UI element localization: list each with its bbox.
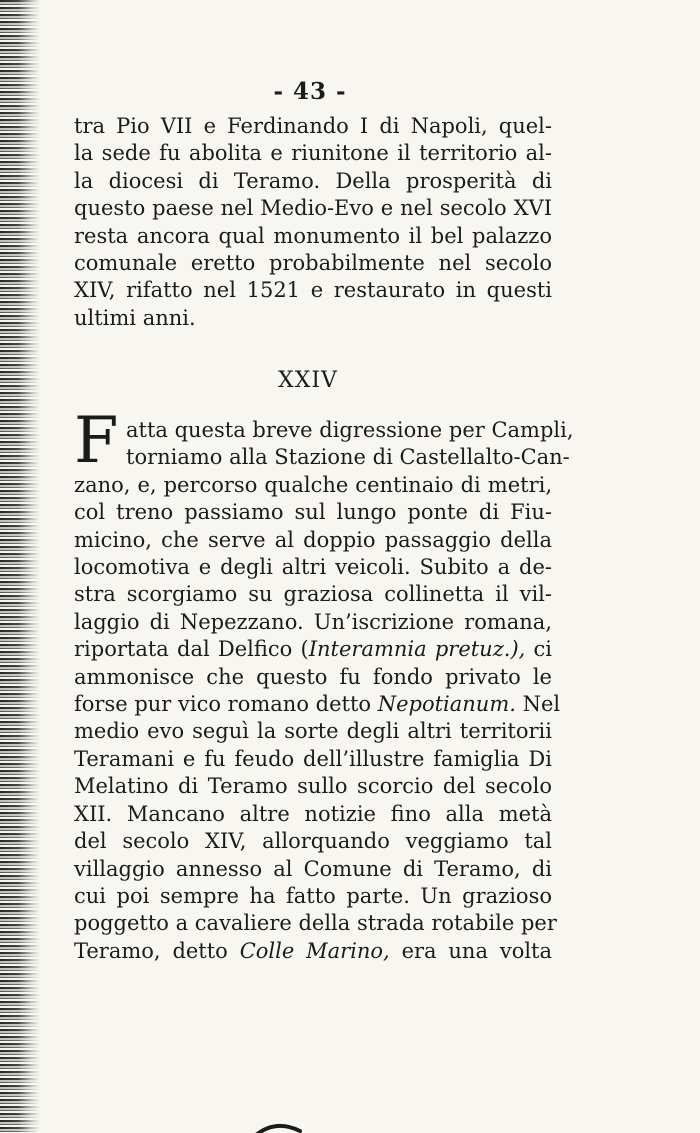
paragraph-section-xxiv	[74, 417, 574, 965]
page-number: - 43 -	[273, 78, 347, 105]
text-segment: forse pur vico romano detto	[74, 692, 378, 717]
text-line: XIV, rifatto nel 1521 e restaurato in questi	[74, 278, 552, 303]
section-heading: XXIV	[278, 368, 338, 393]
text-line: ammonisce che questo fu fondo privato le	[74, 664, 552, 689]
text-segment: Nel	[515, 692, 561, 717]
text-line: la sede fu abolita e riunitone il territorio al-	[74, 141, 552, 166]
text-line: questo paese nel Medio-Evo e nel secolo XVI	[74, 196, 552, 221]
text-line	[74, 938, 552, 965]
text-line: col treno passiamo sul lungo ponte di Fiu-	[74, 500, 552, 525]
text-line: torniamo alla Stazione di Castellalto-Can-	[126, 445, 570, 470]
text-segment: riportata dal Delfico (	[74, 637, 309, 662]
text-line	[74, 691, 561, 718]
text-line: resta ancora qual monumento il bel palazzo	[74, 223, 552, 248]
text-segment: ci	[525, 637, 553, 662]
paragraph-continuation	[74, 113, 552, 332]
text-line: Teramani e fu feudo dell’illustre famiglia Di	[74, 746, 552, 771]
book-binding-edge	[0, 0, 40, 1133]
text-line: micino, che serve al doppio passaggio della	[74, 527, 552, 552]
text-line: stra scorgiamo su graziosa collinetta il vil-	[74, 582, 552, 607]
text-line: zano, e, percorso qualche centinaio di metri,	[74, 472, 552, 497]
text-line: medio evo seguì la sorte degli altri territorii	[74, 719, 552, 744]
italic-place-name: Nepotianum.	[377, 692, 516, 717]
text-line: XII. Mancano altre notizie fino alla metà	[74, 801, 552, 826]
drop-cap: F	[74, 404, 119, 478]
text-line: del secolo XIV, allorquando veggiamo tal	[74, 829, 552, 854]
text-segment: Teramo, detto	[74, 938, 240, 963]
text-line: tra Pio VII e Ferdinando I di Napoli, quel-	[74, 114, 552, 138]
text-line: locomotiva e degli altri veicoli. Subito a de-	[74, 555, 552, 580]
printer-ornament-icon	[254, 1117, 304, 1133]
text-line: laggio di Nepezzano. Un’iscrizione romana,	[74, 609, 552, 634]
text-line: Melatino di Teramo sullo scorcio del secolo	[74, 774, 552, 799]
text-line: ultimi anni.	[74, 305, 196, 330]
italic-citation: Interamnia pretuz.),	[308, 637, 526, 662]
text-line: la diocesi di Teramo. Della prosperità di	[74, 168, 552, 193]
text-line: comunale eretto probabilmente nel secolo	[74, 251, 552, 276]
text-line: atta questa breve digressione per Campli,	[126, 418, 574, 442]
italic-place-name: Colle Marino,	[239, 938, 390, 963]
text-line: cui poi sempre ha fatto parte. Un grazioso	[74, 883, 552, 908]
text-line	[74, 636, 552, 663]
text-segment: era una volta	[389, 938, 553, 963]
text-line: villaggio annesso al Comune di Teramo, di	[74, 856, 552, 881]
text-line: poggetto a cavaliere della strada rotabile per	[74, 911, 557, 936]
